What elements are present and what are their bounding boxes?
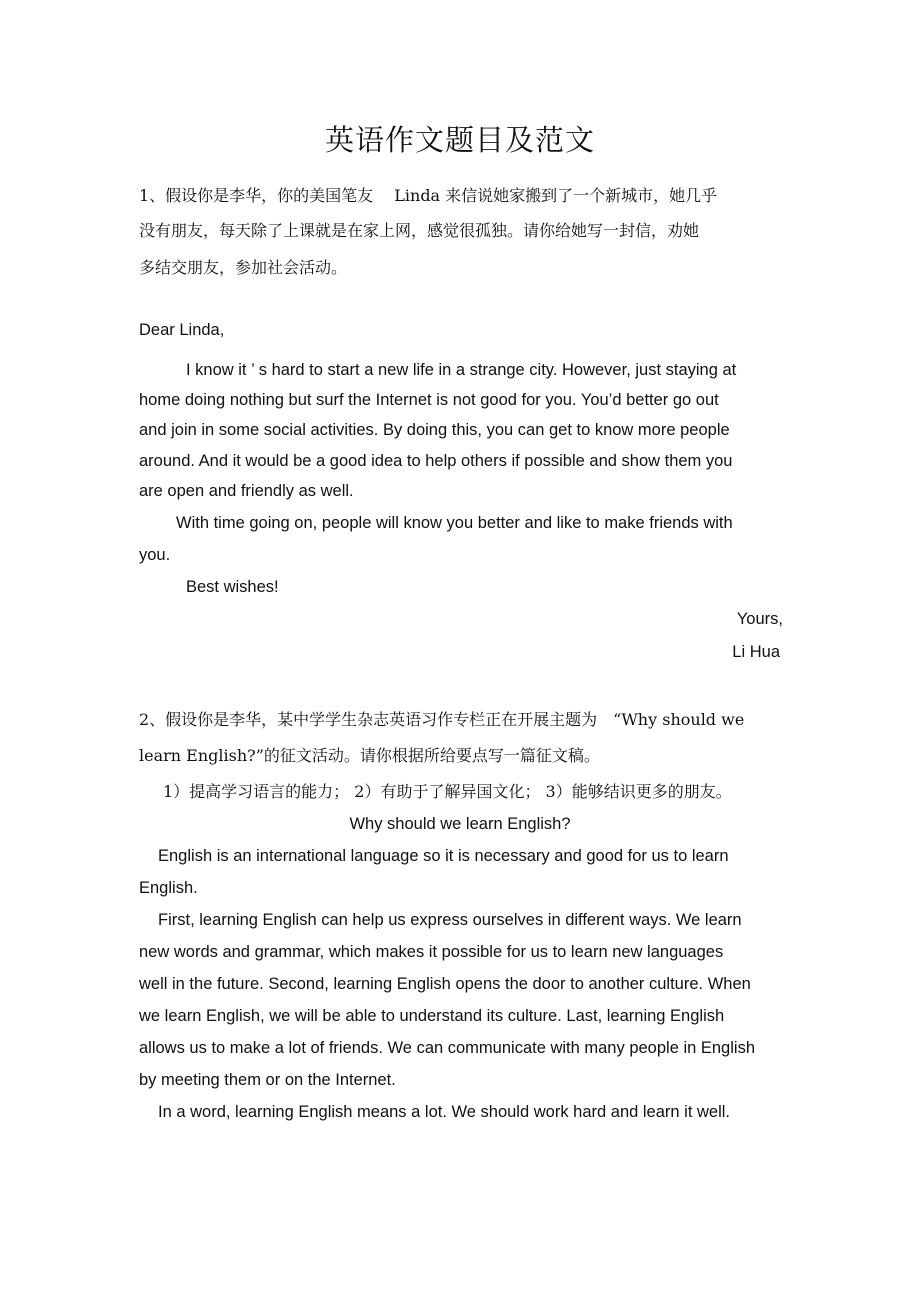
q2-prompt-line-1: 2、假设你是李华，某中学学生杂志英语习作专栏正在开展主题为 “Why should we [139, 710, 745, 729]
letter-signature: Li Hua [732, 643, 780, 661]
q1-prompt-line-1: 1、假设你是李华，你的美国笔友 Linda 来信说她家搬到了一个新城市，她几乎 [139, 186, 718, 205]
q1-prompt-line-2: 没有朋友，每天除了上课就是在家上网，感觉很孤独。请你给她写一封信，劝她 [139, 221, 700, 240]
letter-body-line: home doing nothing but surf the Internet is not good for you. You’d better go out [139, 391, 719, 409]
q1-prompt-line-3: 多结交朋友，参加社会活动。 [139, 258, 348, 277]
q2-prompt-line-2: learn English?”的征文活动。请你根据所给要点写一篇征文稿。 [139, 746, 600, 765]
letter-salutation: Dear Linda, [139, 321, 225, 339]
document-title: 英语作文题目及范文 [324, 123, 595, 157]
essay-body-line: by meeting them or on the Internet. [139, 1071, 396, 1089]
essay-body-line: First, learning English can help us express ourselves in different ways. We learn [158, 911, 742, 929]
letter-body-line: around. And it would be a good idea to help others if possible and show them you [139, 452, 733, 470]
essay-title: Why should we learn English? [349, 815, 571, 833]
essay-body-line: new words and grammar, which makes it possible for us to learn new languages [139, 943, 724, 961]
essay-body-line: English. [139, 879, 198, 897]
essay-body-line: we learn English, we will be able to understand its culture. Last, learning English [139, 1007, 725, 1025]
letter-body-line: With time going on, people will know you better and like to make friends with [176, 514, 733, 532]
letter-sign-off: Yours, [736, 610, 783, 628]
q2-prompt-line-3: 1）提高学习语言的能力； 2）有助于了解异国文化； 3）能够结识更多的朋友。 [163, 782, 732, 801]
letter-body-line: are open and friendly as well. [139, 482, 354, 500]
letter-body-line: and join in some social activities. By doing this, you can get to know more people [139, 421, 730, 439]
essay-body-line: well in the future. Second, learning English opens the door to another culture. When [139, 975, 751, 993]
letter-body-line: you. [139, 546, 171, 564]
letter-closing: Best wishes! [186, 578, 279, 596]
essay-body-line: allows us to make a lot of friends. We can communicate with many people in English [139, 1039, 755, 1057]
essay-body-line: In a word, learning English means a lot. We should work hard and learn it well. [158, 1103, 730, 1121]
letter-body-line: I know it ’ s hard to start a new life in a strange city. However, just staying at [186, 361, 737, 379]
essay-body-line: English is an international language so it is necessary and good for us to learn [158, 847, 729, 865]
